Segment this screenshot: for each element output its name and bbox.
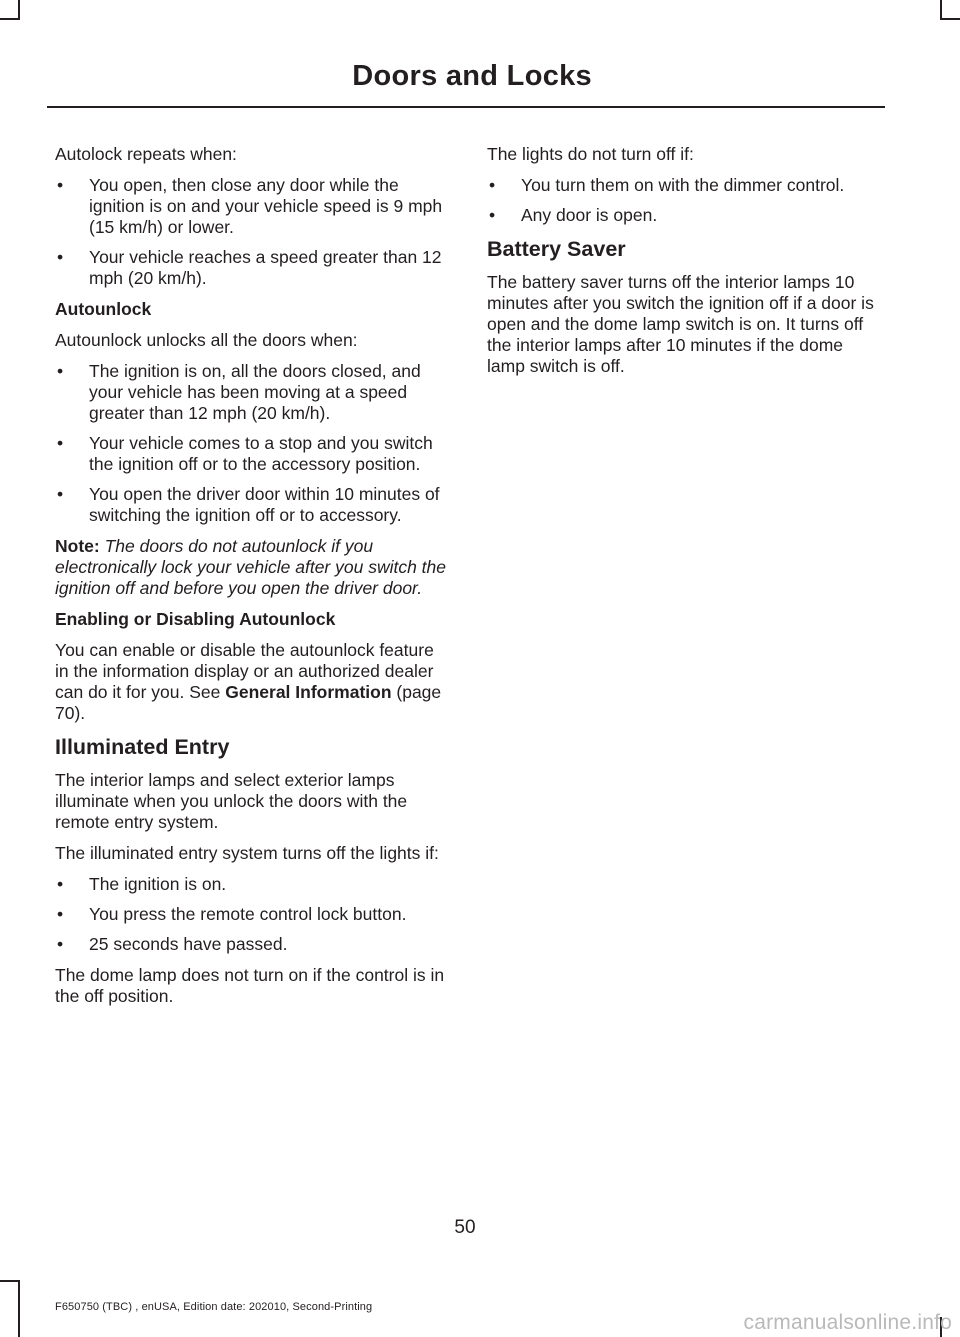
battery-saver-heading: Battery Saver <box>487 237 626 261</box>
list-item: • You turn them on with the dimmer control. <box>487 175 882 196</box>
list-item: • 25 seconds have passed. <box>55 934 450 955</box>
page-reference: (page 70). <box>55 682 442 723</box>
list-item: • Any door is open. <box>487 205 882 226</box>
header-divider <box>47 106 885 108</box>
autounlock-list <box>55 361 450 526</box>
crop-mark <box>0 18 20 20</box>
enable-text: You can enable or disable the autounlock feature in the information display or an authorized dealer can do it for you. See <box>55 640 434 702</box>
illuminated-entry-list <box>55 874 450 955</box>
dome-lamp-text: The dome lamp does not turn on if the control is in the off position. <box>55 965 445 1006</box>
list-item: • You press the remote control lock button. <box>55 904 450 925</box>
list-item: • You open, then close any door while the ignition is on and your vehicle speed is 9 mph (15 km/h) or lower. <box>55 175 450 238</box>
edition-footer: F650750 (TBC) , enUSA, Edition date: 202010, Second-Printing <box>55 1301 373 1313</box>
crop-mark <box>940 18 960 20</box>
enable-autounlock-text <box>55 640 450 724</box>
illuminated-entry-text: The interior lamps and select exterior lamps illuminate when you unlock the doors with the remote entry system. <box>55 770 408 832</box>
right-column <box>487 144 882 387</box>
illuminated-entry-turnoff-text: The illuminated entry system turns off the lights if: <box>55 843 439 863</box>
enable-autounlock-heading: Enabling or Disabling Autounlock <box>55 609 336 629</box>
battery-saver-text: The battery saver turns off the interior lamps 10 minutes after you switch the ignition off if a door is open and the dome lamp switch is on. It turns off the interior lamps after 10 minutes if the dome lamp switch is off. <box>487 272 874 376</box>
crop-mark <box>18 0 20 20</box>
autounlock-heading: Autounlock <box>55 299 152 319</box>
autolock-intro: Autolock repeats when: <box>55 144 237 164</box>
list-item: • Your vehicle comes to a stop and you switch the ignition off or to the accessory position. <box>55 433 450 475</box>
note-text: The doors do not autounlock if you electronically lock your vehicle after you switch the ignition off and before you open the driver door. <box>55 536 447 598</box>
lights-intro: The lights do not turn off if: <box>487 144 694 164</box>
crop-mark <box>18 1280 20 1337</box>
lights-list <box>487 175 882 226</box>
general-information-link[interactable]: General Information <box>225 682 392 702</box>
crop-mark <box>0 1280 20 1282</box>
autounlock-intro: Autounlock unlocks all the doors when: <box>55 330 358 350</box>
autolock-list <box>55 175 450 289</box>
note-paragraph <box>55 536 450 599</box>
list-item: • The ignition is on. <box>55 874 450 895</box>
crop-mark <box>940 0 942 20</box>
page-title: Doors and Locks <box>352 60 592 92</box>
list-item: • You open the driver door within 10 minutes of switching the ignition off or to accessory. <box>55 484 450 526</box>
page-number: 50 <box>454 1217 476 1238</box>
note-label: Note: <box>55 536 100 556</box>
list-item: • Your vehicle reaches a speed greater than 12 mph (20 km/h). <box>55 247 450 289</box>
illuminated-entry-heading: Illuminated Entry <box>55 735 230 759</box>
watermark: carmanualsonline.info <box>743 1311 952 1334</box>
left-column <box>55 144 450 1017</box>
list-item: • The ignition is on, all the doors closed, and your vehicle has been moving at a speed greater than 12 mph (20 km/h). <box>55 361 450 424</box>
